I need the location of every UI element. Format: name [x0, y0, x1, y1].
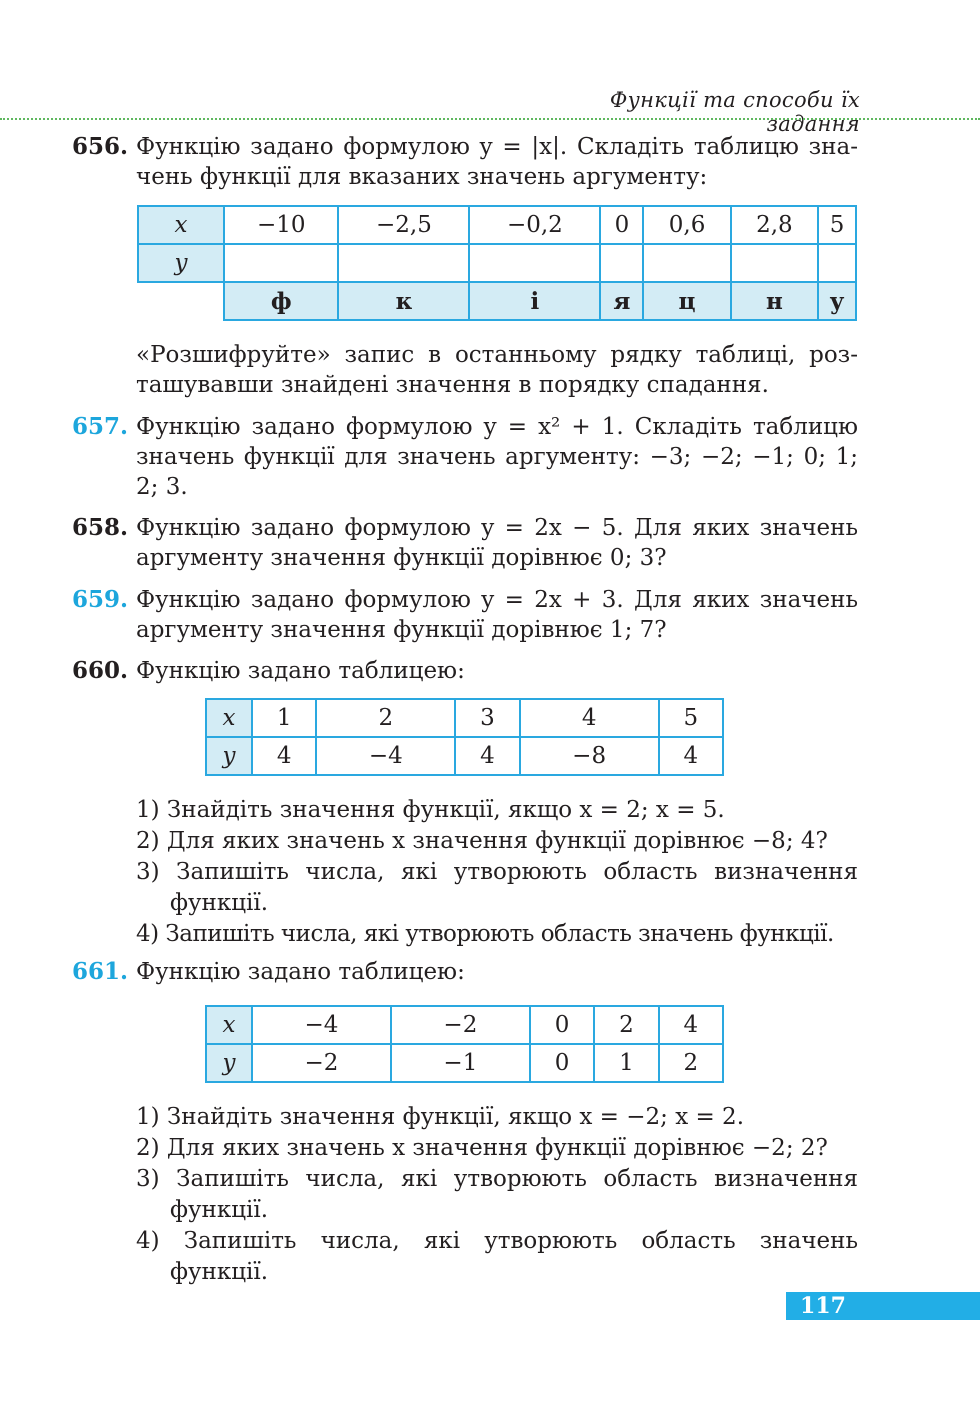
- question-1: 1) Знайдіть значення функції, якщо x = −2; x = 2.: [136, 1104, 745, 1130]
- problem-number: 660.: [72, 657, 129, 684]
- x-value-cell: −0,2: [469, 206, 600, 244]
- y-value-cell: [731, 244, 818, 282]
- y-value-cell: 2: [659, 1044, 723, 1082]
- blank-cell: [138, 282, 224, 320]
- x-value-cell: 2: [316, 699, 455, 737]
- table-row-x: [206, 1006, 723, 1044]
- problem-number: 661.: [72, 958, 129, 985]
- y-header-cell: y: [206, 1044, 252, 1082]
- letter-cell: к: [338, 282, 469, 320]
- table-row-y: [206, 1044, 723, 1082]
- page-number-bar: [786, 1292, 980, 1320]
- question-2: 2) Для яких значень x значення функції дорівнює −8; 4?: [136, 828, 828, 854]
- y-value-cell: −1: [391, 1044, 530, 1082]
- problem-661-questions: [136, 1102, 858, 1288]
- problem-658: [72, 513, 858, 573]
- x-value-cell: −2: [391, 1006, 530, 1044]
- question-3-cont: функції.: [170, 1197, 269, 1223]
- x-value-cell: 2: [594, 1006, 658, 1044]
- problem-text: Функцію задано формулою y = x² + 1. Складіть таблицю: [136, 414, 858, 440]
- problem-text: Функцію задано формулою y = 2x − 5. Для яких значень: [136, 515, 858, 541]
- question-4: 4) Запишіть числа, які утворюють область значень: [136, 1228, 858, 1254]
- problem-number: 659.: [72, 586, 129, 613]
- running-head: Функції та способи їх задання: [609, 88, 860, 136]
- table-row-y: [138, 244, 856, 282]
- problem-text: Функцію задано формулою y = 2x + 3. Для яких значень: [136, 587, 858, 613]
- table-656: [137, 205, 857, 321]
- y-value-cell: −4: [316, 737, 455, 775]
- question-3: 3) Запишіть числа, які утворюють область визначення: [136, 859, 858, 885]
- x-header-cell: x: [206, 699, 252, 737]
- question-3-cont: функції.: [170, 890, 269, 916]
- x-value-cell: −4: [252, 1006, 391, 1044]
- letter-cell: ц: [643, 282, 730, 320]
- problem-text: 2; 3.: [136, 474, 188, 500]
- letter-cell: і: [469, 282, 600, 320]
- question-1: 1) Знайдіть значення функції, якщо x = 2; x = 5.: [136, 797, 725, 823]
- question-4-cont: функції.: [170, 1259, 269, 1285]
- problem-text: значень функції для значень аргументу: −3; −2; −1; 0; 1;: [136, 444, 858, 470]
- problem-text: Функцію задано таблицею:: [136, 959, 465, 985]
- problem-656-instruction: [72, 340, 858, 400]
- y-value-cell: −2: [252, 1044, 391, 1082]
- page-number: 117: [800, 1293, 846, 1319]
- table-661: [205, 1005, 724, 1083]
- x-value-cell: −2,5: [338, 206, 469, 244]
- x-value-cell: 5: [818, 206, 856, 244]
- table-row-y: [206, 737, 723, 775]
- letter-cell: ф: [224, 282, 338, 320]
- y-value-cell: [224, 244, 338, 282]
- x-value-cell: 0,6: [643, 206, 730, 244]
- problem-text: аргументу значення функції дорівнює 1; 7?: [136, 617, 667, 643]
- problem-657: [72, 412, 858, 502]
- problem-text: Функцію задано таблицею:: [136, 658, 465, 684]
- problem-number: 657.: [72, 413, 129, 440]
- y-value-cell: 4: [455, 737, 519, 775]
- problem-659: [72, 585, 858, 645]
- problem-text: Функцію задано формулою y = |x|. Складіть таблицю зна-: [136, 134, 858, 160]
- y-header-cell: y: [138, 244, 224, 282]
- question-3: 3) Запишіть числа, які утворюють область визначення: [136, 1166, 858, 1192]
- y-value-cell: [643, 244, 730, 282]
- x-value-cell: 0: [530, 1006, 594, 1044]
- problem-number: 658.: [72, 514, 129, 541]
- letter-cell: я: [600, 282, 643, 320]
- question-4: 4) Запишіть числа, які утворюють область значень функції.: [136, 921, 834, 947]
- problem-656: [72, 132, 858, 192]
- x-value-cell: 5: [659, 699, 723, 737]
- table-row-x: [206, 699, 723, 737]
- x-value-cell: 2,8: [731, 206, 818, 244]
- x-header-cell: x: [138, 206, 224, 244]
- y-value-cell: 1: [594, 1044, 658, 1082]
- y-value-cell: 0: [530, 1044, 594, 1082]
- y-value-cell: [818, 244, 856, 282]
- problem-660-questions: [136, 795, 858, 950]
- table-660: [205, 698, 724, 776]
- problem-number: 656.: [72, 133, 129, 160]
- x-value-cell: −10: [224, 206, 338, 244]
- y-value-cell: [338, 244, 469, 282]
- table-row-x: [138, 206, 856, 244]
- problem-text: чень функції для вказаних значень аргументу:: [136, 164, 708, 190]
- x-value-cell: 3: [455, 699, 519, 737]
- table-row-letters: [138, 282, 856, 320]
- header-divider: [0, 118, 980, 120]
- x-value-cell: 4: [520, 699, 659, 737]
- y-value-cell: 4: [659, 737, 723, 775]
- problem-text: «Розшифруйте» запис в останньому рядку таблиці, роз-: [136, 342, 858, 368]
- question-2: 2) Для яких значень x значення функції дорівнює −2; 2?: [136, 1135, 828, 1161]
- y-value-cell: −8: [520, 737, 659, 775]
- y-value-cell: 4: [252, 737, 316, 775]
- problem-661: [72, 957, 858, 987]
- problem-text: аргументу значення функції дорівнює 0; 3?: [136, 545, 667, 571]
- y-header-cell: y: [206, 737, 252, 775]
- x-value-cell: 4: [659, 1006, 723, 1044]
- x-value-cell: 1: [252, 699, 316, 737]
- letter-cell: н: [731, 282, 818, 320]
- x-header-cell: x: [206, 1006, 252, 1044]
- letter-cell: у: [818, 282, 856, 320]
- problem-660: [72, 656, 858, 686]
- y-value-cell: [469, 244, 600, 282]
- x-value-cell: 0: [600, 206, 643, 244]
- y-value-cell: [600, 244, 643, 282]
- problem-text: ташувавши знайдені значення в порядку спадання.: [136, 372, 769, 398]
